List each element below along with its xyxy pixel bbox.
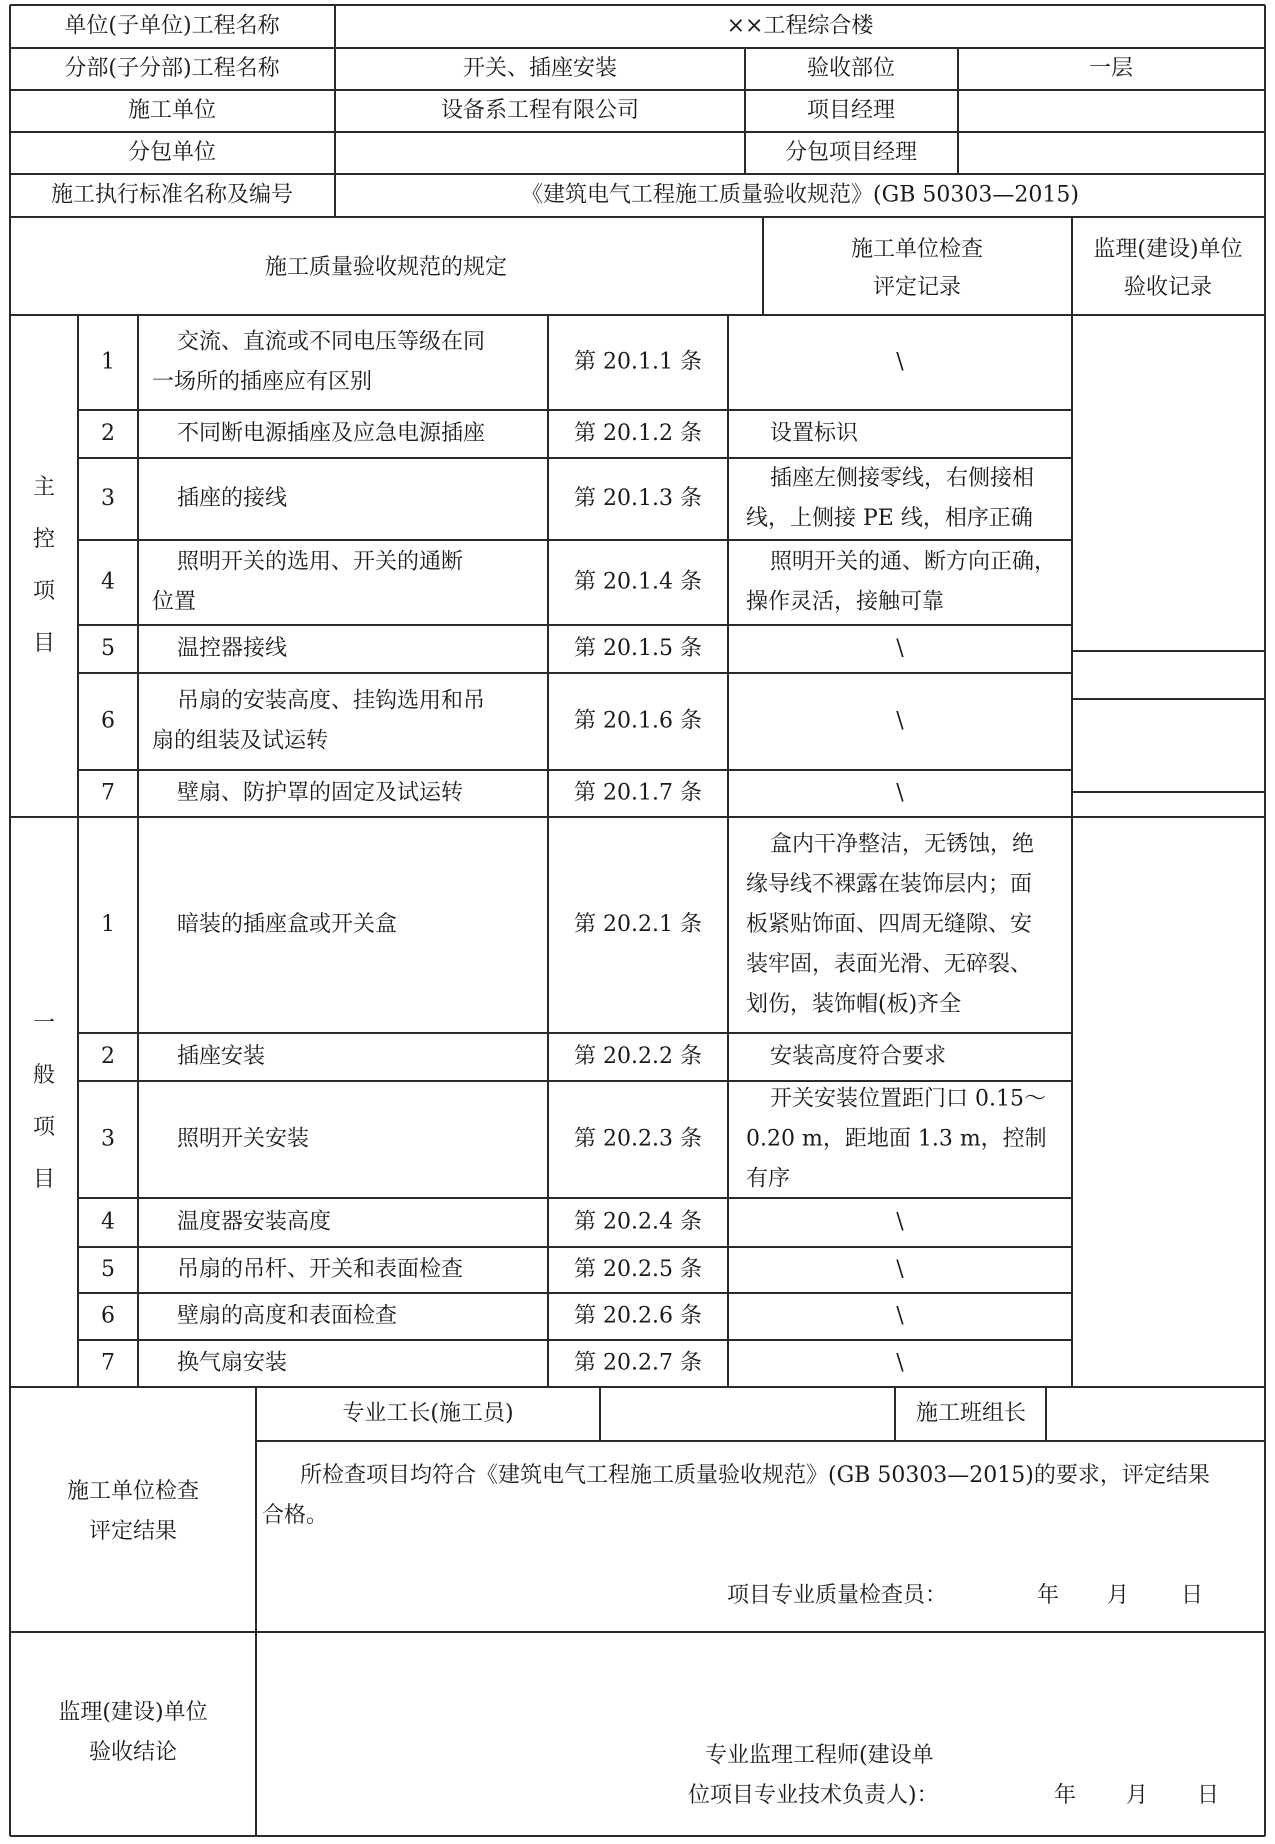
general-item-row-clause: 第 20.2.7 条 [574, 1350, 702, 1376]
unit-project-value: ××工程综合楼 [726, 13, 874, 39]
unit-project-label: 单位(子单位)工程名称 [64, 13, 280, 39]
result-label-line1: 施工单位检查 [66, 1479, 200, 1504]
general-item-row-requirement: 换气扇安装 [177, 1350, 288, 1376]
main-item-row-record: 设置标识 [770, 421, 859, 446]
main-item-row-record: 操作灵活，接触可靠 [746, 589, 945, 615]
engineer-date-day: 日 [1196, 1783, 1220, 1808]
subcontractor-label: 分包单位 [127, 140, 217, 165]
main-item-row-requirement: 交流、直流或不同电压等级在同 [177, 329, 486, 355]
general-item-row-record: \ [896, 1257, 904, 1282]
construction-unit-value: 设备系工程有限公司 [440, 98, 640, 123]
result-label-line2: 评定结果 [88, 1519, 178, 1544]
main-item-label-char: 项 [32, 579, 56, 604]
standard-value: 《建筑电气工程施工质量验收规范》(GB 50303—2015) [521, 182, 1079, 208]
result-text-line2: 合格。 [262, 1503, 329, 1528]
inspector-date-month: 月 [1106, 1583, 1130, 1608]
acceptance-part-label: 验收部位 [806, 56, 896, 81]
general-item-row-record: 板紧贴饰面、四周无缝隙、安 [746, 912, 1033, 937]
table-text [33, 14, 1243, 1809]
general-item-row-number: 7 [101, 1350, 115, 1376]
engineer-date-year: 年 [1053, 1783, 1077, 1808]
general-item-label-char: 般 [32, 1063, 56, 1088]
main-item-row-number: 2 [101, 421, 115, 446]
general-item-row-requirement: 暗装的插座盒或开关盒 [177, 912, 398, 937]
standard-label: 施工执行标准名称及编号 [50, 182, 294, 208]
team-leader-label: 施工班组长 [915, 1401, 1027, 1426]
general-item-row-number: 6 [101, 1303, 115, 1329]
main-item-label-char: 控 [32, 527, 56, 552]
main-item-row-requirement: 扇的组装及试运转 [152, 728, 329, 754]
engineer-date-month: 月 [1125, 1783, 1149, 1808]
general-item-row-requirement: 温度器安装高度 [177, 1209, 332, 1235]
main-item-row-clause: 第 20.1.1 条 [574, 349, 702, 375]
general-item-row-record: 划伤，装饰帽(板)齐全 [746, 992, 962, 1017]
check-column-header-line1: 施工单位检查 [850, 237, 984, 262]
general-item-row-clause: 第 20.2.1 条 [574, 912, 702, 937]
check-column-header-line2: 评定记录 [872, 275, 962, 300]
general-item-row-number: 5 [101, 1257, 115, 1282]
inspector-label: 项目专业质量检查员： [727, 1583, 948, 1608]
general-item-row-record: \ [896, 1209, 904, 1235]
main-item-row-record: \ [896, 349, 904, 375]
conclusion-label-line1: 监理(建设)单位 [58, 1700, 208, 1725]
main-item-row-number: 1 [101, 349, 115, 375]
sub-project-label: 分部(子分部)工程名称 [64, 56, 280, 81]
general-item-row-record: 有序 [746, 1166, 791, 1192]
construction-unit-label: 施工单位 [127, 98, 217, 123]
general-item-label-char: 项 [32, 1115, 56, 1140]
supervision-column-header-line2: 验收记录 [1123, 275, 1213, 300]
general-item-row-number: 1 [101, 912, 115, 937]
general-item-row-record: \ [896, 1350, 904, 1376]
main-item-row-requirement: 吊扇的安装高度、挂钩选用和吊 [177, 688, 486, 714]
general-item-row-number: 2 [101, 1044, 115, 1069]
main-item-row-requirement: 插座的接线 [177, 486, 288, 511]
main-item-row-clause: 第 20.1.7 条 [574, 780, 702, 806]
sub-project-manager-label: 分包项目经理 [784, 140, 918, 165]
main-item-row-number: 6 [101, 708, 115, 734]
general-item-row-number: 3 [101, 1126, 115, 1152]
general-item-row-requirement: 壁扇的高度和表面检查 [177, 1303, 398, 1329]
main-item-row-number: 4 [101, 569, 115, 595]
general-item-row-requirement: 照明开关安装 [177, 1126, 310, 1152]
engineer-label-line2: 位项目专业技术负责人)： [688, 1783, 939, 1808]
main-item-row-number: 5 [101, 636, 115, 661]
general-item-label-char: 目 [32, 1167, 56, 1192]
general-item-row-clause: 第 20.2.6 条 [574, 1303, 702, 1329]
general-item-row-requirement: 插座安装 [177, 1044, 266, 1069]
inspector-date-year: 年 [1036, 1583, 1060, 1608]
general-item-row-number: 4 [101, 1209, 115, 1235]
general-item-row-clause: 第 20.2.4 条 [574, 1209, 702, 1235]
main-item-row-record: 线，上侧接 PE 线，相序正确 [746, 506, 1033, 531]
supervision-column-header-line1: 监理(建设)单位 [1093, 237, 1243, 262]
spec-column-header: 施工质量验收规范的规定 [264, 255, 508, 280]
main-item-row-record: 照明开关的通、断方向正确， [770, 549, 1057, 575]
project-manager-label: 项目经理 [806, 98, 896, 123]
general-item-label-char: 一 [32, 1011, 56, 1036]
general-item-row-record: 安装高度符合要求 [770, 1044, 947, 1069]
main-item-row-requirement: 不同断电源插座及应急电源插座 [177, 421, 486, 446]
main-item-label-char: 目 [32, 631, 56, 656]
general-item-row-clause: 第 20.2.3 条 [574, 1126, 702, 1152]
main-item-row-number: 3 [101, 486, 115, 511]
general-item-row-record: 开关安装位置距门口 0.15～ [770, 1086, 1046, 1112]
conclusion-label-line2: 验收结论 [88, 1740, 178, 1765]
acceptance-part-value: 一层 [1088, 56, 1134, 81]
foreman-label: 专业工长(施工员) [342, 1401, 514, 1426]
main-item-row-record: \ [896, 780, 904, 806]
main-item-row-record: 插座左侧接零线，右侧接相 [770, 466, 1035, 491]
general-item-row-record: \ [896, 1303, 904, 1329]
general-item-row-clause: 第 20.2.2 条 [574, 1044, 702, 1069]
main-item-row-record: \ [896, 636, 904, 661]
main-item-row-clause: 第 20.1.5 条 [574, 636, 702, 661]
main-item-label-char: 主 [32, 475, 56, 500]
general-item-row-requirement: 吊扇的吊杆、开关和表面检查 [177, 1257, 464, 1282]
main-item-row-clause: 第 20.1.2 条 [574, 421, 702, 446]
sub-project-value: 开关、插座安装 [462, 56, 618, 81]
inspector-date-day: 日 [1180, 1583, 1204, 1608]
main-item-row-clause: 第 20.1.3 条 [574, 486, 702, 511]
main-item-row-requirement: 温控器接线 [177, 636, 288, 661]
engineer-label-line1: 专业监理工程师(建设单 [705, 1743, 934, 1768]
main-item-row-requirement: 壁扇、防护罩的固定及试运转 [177, 780, 464, 806]
main-item-row-requirement: 照明开关的选用、开关的通断 [177, 549, 464, 575]
main-item-row-requirement: 位置 [152, 589, 197, 615]
general-item-row-record: 装牢固，表面光滑、无碎裂、 [746, 952, 1033, 977]
main-item-row-clause: 第 20.1.6 条 [574, 708, 702, 734]
general-item-row-record: 盒内干净整洁，无锈蚀，绝 [770, 832, 1035, 857]
general-item-row-clause: 第 20.2.5 条 [574, 1257, 702, 1282]
main-item-row-clause: 第 20.1.4 条 [574, 569, 702, 595]
main-item-row-record: \ [896, 708, 904, 734]
result-text-line1: 所检查项目均符合《建筑电气工程施工质量验收规范》(GB 50303—2015)的要求，评定结果 [300, 1463, 1210, 1488]
general-item-row-record: 缘导线不裸露在装饰层内；面 [746, 872, 1033, 897]
main-item-row-number: 7 [101, 780, 115, 806]
main-item-row-requirement: 一场所的插座应有区别 [152, 369, 373, 395]
general-item-row-record: 0.20 m，距地面 1.3 m，控制 [746, 1126, 1047, 1152]
